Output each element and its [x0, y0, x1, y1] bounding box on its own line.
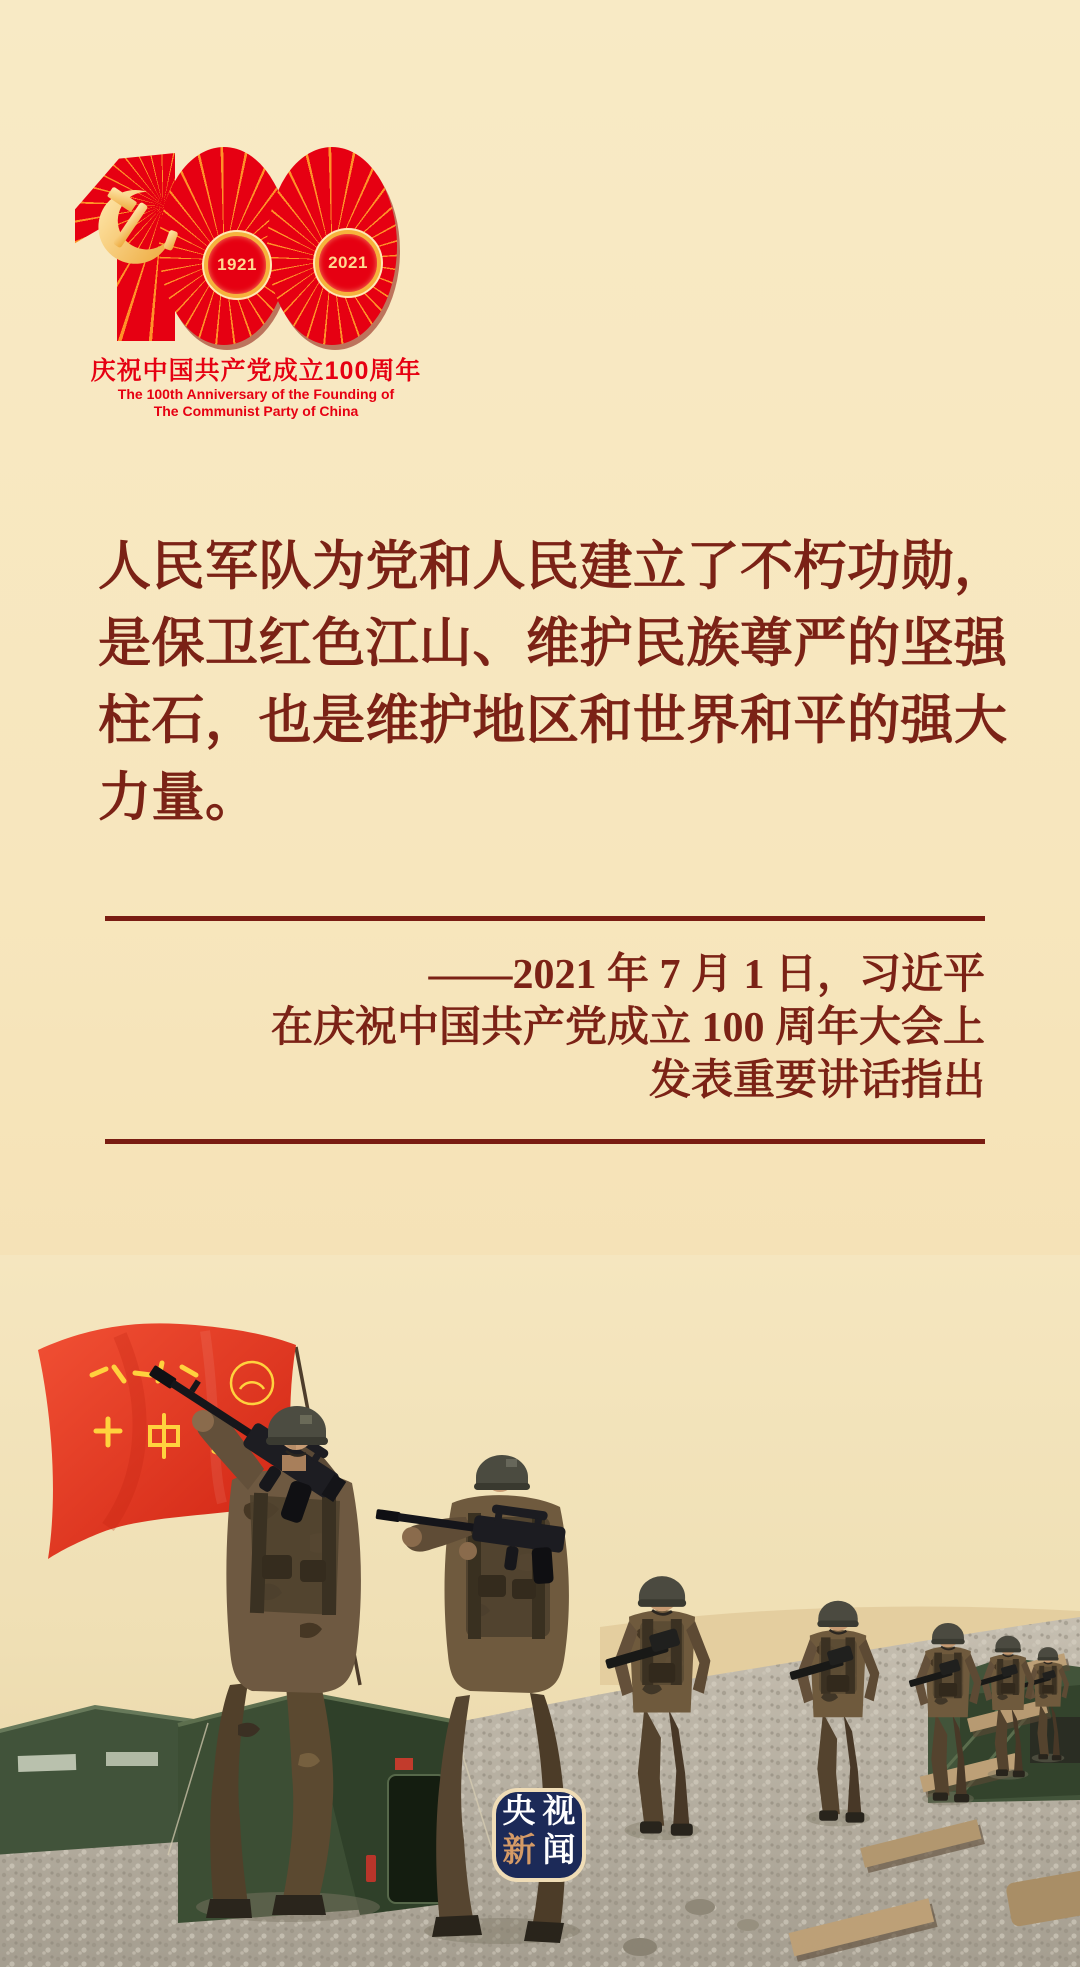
badge-char-shi: 视 [542, 1792, 576, 1829]
badge-char-xin: 新 [502, 1831, 536, 1868]
attribution-line-3: 发表重要讲话指出 [648, 1058, 985, 1104]
year-2021-label: 2021 [328, 253, 368, 272]
logo-title-english-line2: The Communist Party of China [153, 403, 359, 419]
tent-left [0, 1707, 208, 1855]
year-ring-1921 [204, 232, 270, 298]
quote-line-3: 柱石，也是维护地区和世界和平的强大 [98, 691, 1008, 750]
cctv-news-badge [492, 1788, 586, 1882]
year-1921-label: 1921 [217, 255, 257, 274]
attribution-line-1: ——2021 年 7 月 1 日，习近平 [428, 952, 985, 998]
badge-char-yang: 央 [502, 1792, 536, 1829]
logo-title-chinese: 庆祝中国共产党成立100周年 [90, 357, 422, 385]
quote-line-2: 是保卫红色江山、维护民族尊严的坚强 [98, 614, 1008, 673]
attribution-text [105, 949, 985, 1108]
logo-title-english-line1: The 100th Anniversary of the Founding of [117, 386, 395, 402]
attribution-rule-top [105, 916, 985, 921]
badge-char-wen: 闻 [542, 1831, 576, 1868]
quote-line-4: 力量。 [98, 768, 259, 827]
attribution-rule-bottom [105, 1139, 985, 1144]
anniversary-100-logo [75, 145, 397, 347]
quote-text [98, 528, 1013, 836]
quote-line-1: 人民军队为党和人民建立了不朽功勋， [98, 537, 1008, 596]
hammer-sickle-icon [83, 179, 185, 281]
year-ring-2021 [315, 230, 381, 296]
attribution-line-2: 在庆祝中国共产党成立 100 周年大会上 [270, 1005, 985, 1051]
